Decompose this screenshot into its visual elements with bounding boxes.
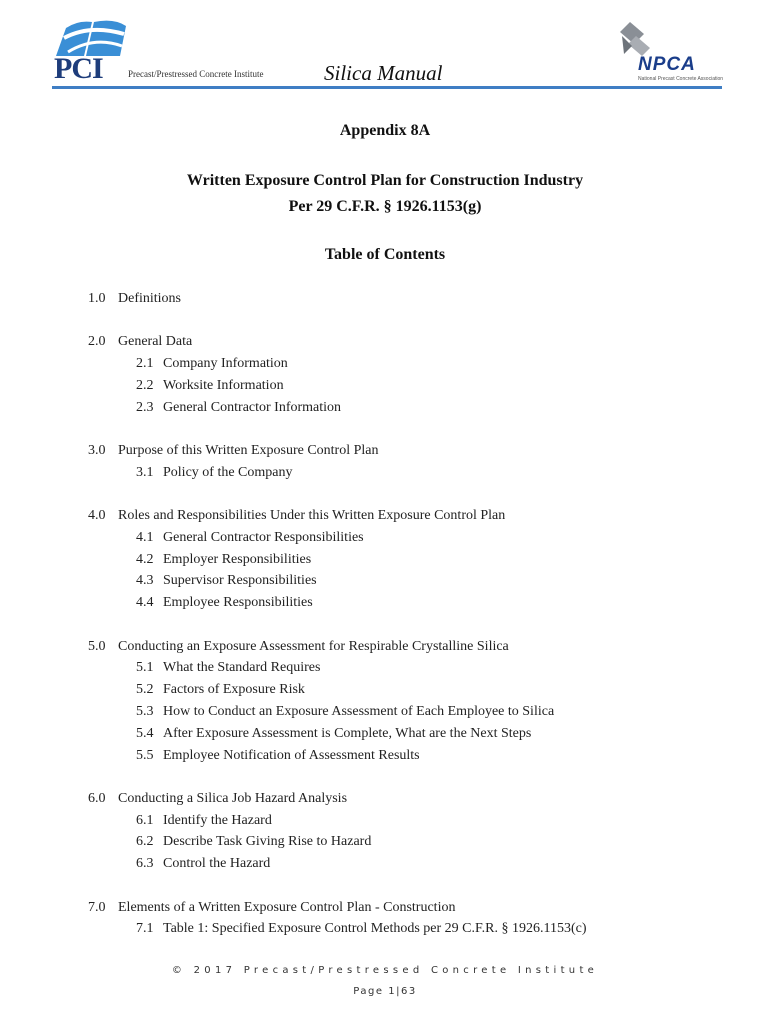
toc-subentry-number: 6.3: [136, 856, 154, 872]
toc-entry-number: 3.0: [88, 442, 106, 458]
toc-subentry-number: 5.2: [136, 682, 154, 698]
npca-logo-text: NPCA: [638, 54, 696, 75]
toc-entry-title: Conducting a Silica Job Hazard Analysis: [118, 790, 348, 806]
toc-subentry-number: 4.3: [136, 573, 154, 589]
npca-org-name: National Precast Concrete Association: [638, 76, 724, 82]
toc-subentry-title: Supervisor Responsibilities: [163, 573, 317, 589]
toc-subentry: [88, 657, 728, 679]
pci-logo-text: PCI: [54, 52, 103, 85]
toc-subentry-title: Employee Responsibilities: [163, 595, 313, 611]
toc-subentry-title: After Exposure Assessment is Complete, What are the Next Steps: [163, 725, 532, 741]
toc-subentry-title: General Contractor Information: [163, 399, 342, 415]
toc-entry-number: 5.0: [88, 638, 106, 654]
toc-entry-number: 7.0: [88, 899, 106, 915]
toc-subentry-number: 2.3: [136, 399, 154, 415]
toc-subentry-title: Identify the Hazard: [163, 812, 272, 828]
toc-entry: [88, 788, 728, 810]
toc-subentry-title: Factors of Exposure Risk: [163, 682, 305, 698]
toc-subentry: [88, 723, 728, 745]
toc-entry-number: 6.0: [88, 790, 106, 806]
toc-subentry-number: 2.1: [136, 356, 154, 372]
toc-section: [88, 788, 728, 875]
toc-subentry-title: Describe Task Giving Rise to Hazard: [163, 834, 372, 850]
toc-subentry-number: 4.1: [136, 529, 154, 545]
toc-subentry: [88, 375, 728, 397]
toc-subentry: [88, 592, 728, 614]
pci-logo-graphic: [56, 18, 126, 56]
toc-entry-title: Conducting an Exposure Assessment for Respirable Crystalline Silica: [118, 638, 509, 654]
footer-page-current: 1: [388, 986, 397, 997]
toc-entry-title: Roles and Responsibilities Under this Written Exposure Control Plan: [118, 508, 506, 524]
toc-subentry: [88, 831, 728, 853]
document-title-line-1: Written Exposure Control Plan for Construction Industry: [186, 172, 584, 189]
page-header: [52, 18, 722, 93]
document-title-line-2: Per 29 C.F.R. § 1926.1153(g): [288, 198, 482, 215]
toc-subentry-title: What the Standard Requires: [163, 660, 321, 676]
manual-title: Silica Manual: [324, 61, 443, 85]
toc-entry: [88, 505, 728, 527]
toc-section: [88, 636, 728, 767]
toc-subentry-number: 5.5: [136, 747, 154, 763]
toc-subentry: [88, 679, 728, 701]
toc-subentry-number: 2.2: [136, 377, 154, 393]
appendix-heading: Appendix 8A: [339, 122, 431, 139]
toc-entry-number: 2.0: [88, 334, 106, 350]
toc-subentry: [88, 353, 728, 375]
toc-subentry-number: 6.1: [136, 812, 154, 828]
toc-subentry-number: 5.4: [136, 725, 154, 741]
toc-subentry-title: Table 1: Specified Exposure Control Methods per 29 C.F.R. § 1926.1153(c): [163, 921, 587, 937]
toc-entry: [88, 440, 728, 462]
toc-subentry-number: 6.2: [136, 834, 154, 850]
toc-subentry-title: How to Conduct an Exposure Assessment of Each Employee to Silica: [163, 703, 555, 719]
toc-subentry: [88, 701, 728, 723]
toc-entry: [88, 331, 728, 353]
toc-subentry: [88, 462, 728, 484]
toc-entry: [88, 288, 728, 310]
toc-section: [88, 288, 728, 310]
toc-subentry-title: Policy of the Company: [163, 464, 293, 480]
footer-page-number: Page 1|63: [353, 986, 417, 997]
toc-subentry: [88, 397, 728, 419]
toc-entry-number: 4.0: [88, 508, 106, 524]
toc-entry: [88, 897, 728, 919]
toc-section: [88, 897, 728, 941]
toc-subentry-title: Control the Hazard: [163, 856, 271, 872]
npca-logo: [612, 20, 722, 82]
toc-subentry-number: 4.2: [136, 551, 154, 567]
toc-subentry: [88, 570, 728, 592]
toc-subentry-title: Worksite Information: [163, 377, 284, 393]
footer-page-total: 63: [400, 986, 417, 997]
toc-heading: Table of Contents: [324, 246, 446, 263]
toc-subentry-title: General Contractor Responsibilities: [163, 529, 364, 545]
toc-subentry: [88, 853, 728, 875]
toc-subentry: [88, 549, 728, 571]
toc-subentry-title: Company Information: [163, 356, 288, 372]
pci-logo: [52, 18, 264, 85]
toc-entry-title: Purpose of this Written Exposure Control Plan: [118, 442, 379, 458]
toc-subentry-number: 4.4: [136, 595, 154, 611]
footer-page-label: Page: [353, 986, 384, 997]
toc-entry-title: Definitions: [118, 291, 181, 306]
toc-subentry: [88, 918, 728, 940]
toc-subentry-number: 3.1: [136, 464, 154, 480]
toc-section: [88, 440, 728, 484]
toc-subentry-title: Employee Notification of Assessment Results: [163, 747, 420, 763]
toc-entry-title: Elements of a Written Exposure Control Plan - Construction: [118, 899, 456, 915]
toc-entry-number: 1.0: [88, 291, 106, 306]
toc-subentry-number: 5.3: [136, 703, 154, 719]
toc-subentry: [88, 745, 728, 767]
table-of-contents: [88, 288, 728, 962]
toc-subentry: [88, 810, 728, 832]
toc-entry: [88, 636, 728, 658]
toc-section: [88, 331, 728, 418]
toc-subentry-number: 7.1: [136, 921, 154, 937]
header-rule: [52, 86, 722, 89]
footer-copyright: © 2017 Precast/Prestressed Concrete Institute: [171, 965, 599, 976]
toc-section: [88, 505, 728, 614]
toc-subentry: [88, 527, 728, 549]
toc-entry-title: General Data: [118, 334, 193, 350]
pci-org-name: Precast/Prestressed Concrete Institute: [128, 69, 264, 79]
toc-subentry-number: 5.1: [136, 660, 154, 676]
toc-subentry-title: Employer Responsibilities: [163, 551, 312, 567]
